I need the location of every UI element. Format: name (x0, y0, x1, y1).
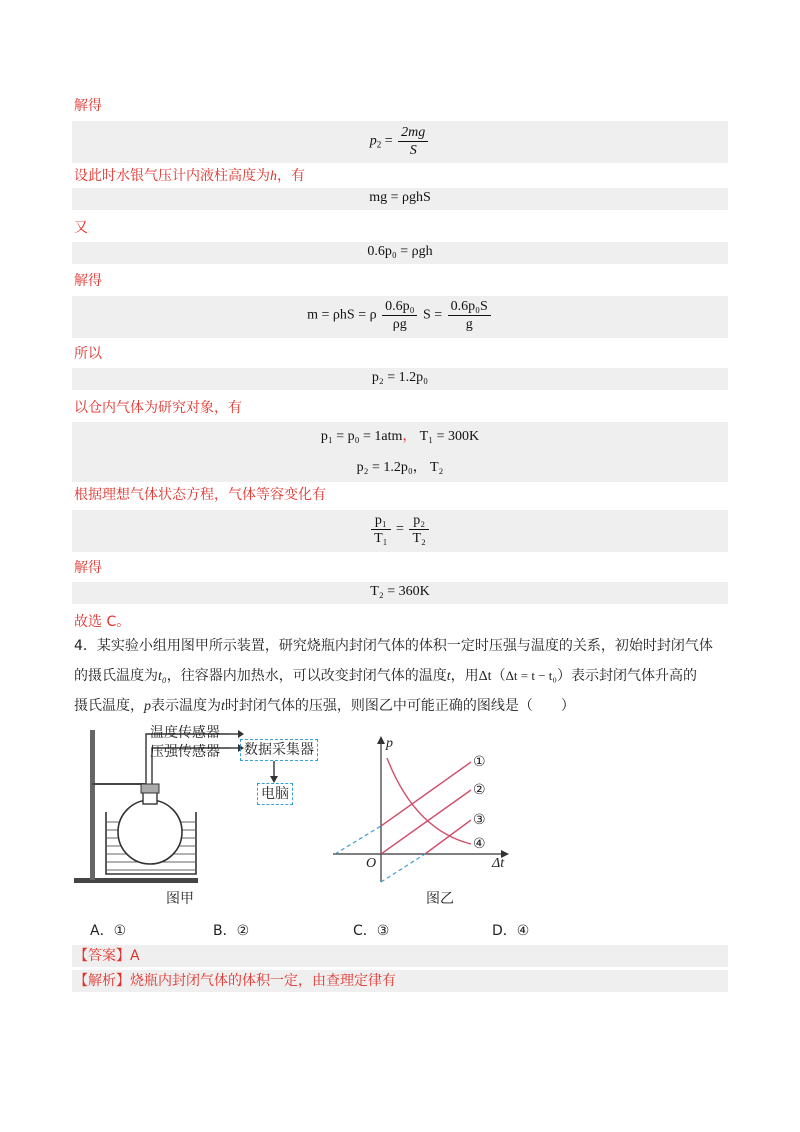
graph-y-label: p (386, 736, 393, 751)
temp-sensor-label: 温度传感器 (150, 725, 220, 741)
analysis-row: 【解析】烧瓶内封闭气体的体积一定，由查理定律有 (72, 970, 728, 992)
graph-x-label: Δt (492, 856, 505, 871)
equation-charles: $\frac{\text{p₁}}{\text{T₁}}$ = $\frac{\text{p₂}}{\text{T₂}}$ (72, 512, 728, 547)
equation-state-1: p₁ = p₀ = 1atm， T₁ = 300K (320, 429, 480, 444)
computer-box: 电脑 (257, 783, 293, 805)
question-line-1: 4．某实验小组用图甲所示装置，研究烧瓶内封闭气体的体积一定时压强与温度的关系，初始时封闭气体 (74, 638, 713, 654)
data-collector-box: 数据采集器 (240, 739, 318, 761)
pressure-sensor-label: 压强传感器 (150, 744, 220, 760)
line-label-4: ④ (473, 836, 486, 852)
label-choose-c: 故选 C。 (74, 614, 131, 630)
option-b[interactable]: B．② (213, 923, 250, 939)
flask-bulb (118, 800, 182, 864)
equation-p2: $p_2$ = $\frac{2mg}{S}$ (72, 124, 728, 159)
label-ideal-gas: 根据理想气体状态方程，气体等容变化有 (74, 487, 326, 503)
line-label-3: ③ (473, 812, 486, 828)
graph-origin: O (366, 856, 377, 871)
line-label-1: ① (473, 754, 486, 770)
equation-T2: T₂ = 360K (370, 584, 430, 599)
line-label-2: ② (473, 782, 486, 798)
equation-m: m = ρhS = ρ $\frac{\text{0.6p₀}}{\rho g}$ S = $\frac{\text{0.6p₀S}}{g}$ (72, 298, 728, 333)
equation-06p0: 0.6p₀ = ρgh (367, 244, 433, 259)
flask-neck (143, 792, 157, 804)
caption-figure-a: 图甲 (166, 891, 194, 907)
line1-dashed (335, 826, 381, 854)
label-jiede-3: 解得 (74, 560, 102, 576)
label-suoyi: 所以 (74, 346, 102, 362)
option-c[interactable]: C．③ (353, 923, 390, 939)
option-a[interactable]: A．① (90, 923, 127, 939)
option-d[interactable]: D．④ (492, 923, 530, 939)
caption-figure-b: 图乙 (426, 891, 454, 907)
line-1 (381, 762, 471, 826)
label-jiede-1: 解得 (74, 98, 102, 114)
stand-pole (90, 730, 95, 880)
answer-row: 【答案】A (72, 945, 728, 967)
question-line-3: 摄氏温度，p表示温度为t时封闭气体的压强，则图乙中可能正确的图线是（ ） (74, 698, 575, 714)
line-2 (381, 790, 471, 854)
label-you: 又 (74, 220, 88, 236)
label-set-h: 设此时水银气压计内液柱高度为h，有 (74, 168, 305, 184)
label-cang-gas: 以仓内气体为研究对象，有 (74, 400, 242, 416)
label-jiede-2: 解得 (74, 273, 102, 289)
flask-stopper (141, 784, 159, 793)
equation-mg: mg = ρghS (369, 190, 431, 205)
line3-dashed (381, 854, 425, 882)
question-line-2: 的摄氏温度为t₀，往容器内加热水，可以改变封闭气体的温度t，用Δt（Δt = t − t₀）表示封闭气体升高的 (74, 668, 697, 684)
arrow-to-computer (268, 761, 280, 785)
equation-state-2: p₂ = 1.2p₀， T₂ (356, 460, 444, 475)
equation-p2-12p0: p₂ = 1.2p₀ (371, 370, 429, 385)
